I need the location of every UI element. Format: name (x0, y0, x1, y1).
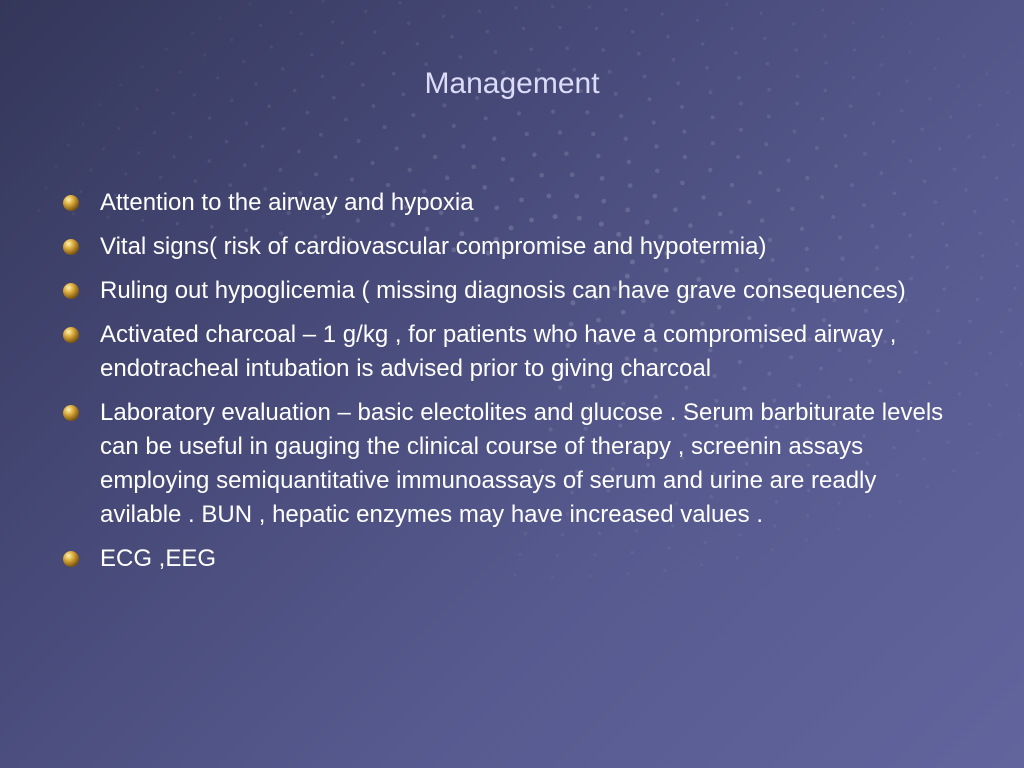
decorative-dot (165, 48, 168, 51)
decorative-dot (137, 151, 140, 154)
decorative-dot (823, 35, 826, 38)
gold-sphere-bullet-icon (62, 404, 80, 422)
decorative-dot (968, 320, 971, 323)
decorative-dot (314, 172, 318, 176)
decorative-dot (843, 134, 847, 138)
decorative-dot (988, 403, 991, 406)
decorative-dot (998, 433, 1001, 436)
decorative-dot (920, 128, 923, 131)
decorative-dot (863, 152, 867, 156)
decorative-dot (881, 35, 884, 38)
decorative-dot (135, 107, 138, 110)
decorative-dot (124, 172, 127, 175)
decorative-dot (364, 10, 367, 13)
decorative-dot (980, 276, 983, 279)
decorative-dot (853, 48, 856, 51)
decorative-dot (471, 165, 476, 170)
decorative-dot (194, 179, 198, 183)
decorative-dot (350, 177, 354, 181)
gold-sphere-bullet-icon (62, 282, 80, 300)
decorative-dot (805, 176, 809, 180)
decorative-dot (395, 146, 399, 150)
bullet-item (60, 542, 960, 576)
decorative-dot (230, 38, 233, 41)
slide-title: Management (424, 67, 600, 100)
decorative-dot (978, 232, 981, 235)
decorative-dot (570, 172, 575, 177)
decorative-dot (849, 104, 853, 108)
decorative-dot (973, 210, 976, 213)
decorative-dot (411, 113, 415, 117)
decorative-dot (517, 111, 521, 115)
bullet-text: Laboratory evaluation – basic electolites and glucose . Serum barbiturate levels can be useful in gauging the clinical course of therapy , screenin assays employing semiquantitative immunoassays of serum and urine are readly avilable . BUN , hepatic enzymes may have increased values . (100, 399, 944, 528)
decorative-dot (408, 168, 412, 172)
decorative-dot (892, 140, 896, 144)
decorative-dot (880, 171, 884, 175)
decorative-dot (696, 19, 699, 22)
bullet-item (60, 274, 960, 308)
decorative-dot (975, 372, 978, 375)
decorative-dot (821, 117, 825, 121)
decorative-dot (558, 130, 562, 134)
decorative-dot (357, 139, 361, 143)
decorative-dot (261, 145, 265, 149)
decorative-dot (331, 20, 334, 23)
decorative-dot (492, 137, 496, 141)
decorative-dot (370, 161, 374, 165)
decorative-dot (416, 42, 420, 46)
decorative-dot (1015, 242, 1018, 245)
decorative-dot (672, 58, 676, 62)
decorative-dot (619, 114, 623, 118)
decorative-dot (736, 155, 740, 159)
decorative-dot (1012, 143, 1015, 146)
decorative-dot (730, 27, 733, 30)
decorative-dot (624, 137, 628, 141)
decorative-dot (344, 117, 348, 121)
decorative-dot (909, 159, 913, 163)
decorative-dot (938, 147, 941, 150)
decorative-dot (734, 51, 738, 55)
decorative-dot (627, 160, 632, 165)
decorative-dot (982, 155, 985, 158)
decorative-dot (297, 150, 301, 154)
decorative-dot (764, 142, 768, 146)
decorative-dot (117, 127, 120, 130)
decorative-dot (682, 129, 686, 133)
decorative-dot (1019, 362, 1022, 365)
decorative-dot (334, 155, 338, 159)
decorative-dot (450, 35, 454, 39)
bullet-item (60, 230, 960, 264)
decorative-dot (306, 111, 310, 115)
decorative-dot (407, 22, 410, 25)
decorative-dot (243, 163, 247, 167)
decorative-dot (595, 27, 599, 31)
decorative-dot (652, 120, 656, 124)
decorative-dot (189, 135, 192, 138)
decorative-dot (242, 60, 245, 63)
decorative-dot (89, 169, 92, 172)
decorative-dot (203, 54, 206, 57)
decorative-dot (725, 3, 728, 6)
decorative-dot (601, 48, 605, 52)
decorative-dot (551, 5, 554, 8)
decorative-dot (1005, 383, 1008, 386)
decorative-dot (433, 155, 437, 159)
decorative-dot (290, 11, 293, 14)
decorative-dot (900, 109, 903, 112)
decorative-dot (1011, 220, 1014, 223)
decorative-dot (795, 48, 798, 51)
decorative-dot (558, 26, 562, 30)
decorative-dot (711, 115, 715, 119)
decorative-dot (510, 177, 515, 182)
decorative-dot (478, 9, 481, 12)
decorative-dot (910, 22, 913, 25)
decorative-dot (486, 30, 490, 34)
decorative-dot (815, 146, 819, 150)
decorative-dot (191, 32, 194, 35)
decorative-dot (1005, 198, 1008, 201)
decorative-dot (565, 47, 569, 51)
decorative-dot (767, 115, 771, 119)
gold-sphere-bullet-icon (62, 550, 80, 568)
decorative-dot (759, 12, 762, 15)
decorative-dot (937, 38, 940, 41)
decorative-dot (445, 176, 450, 181)
decorative-dot (278, 168, 282, 172)
decorative-dot (763, 37, 766, 40)
decorative-dot (585, 110, 589, 114)
decorative-dot (67, 144, 70, 147)
decorative-dot (1018, 414, 1021, 417)
decorative-dot (976, 298, 979, 301)
decorative-dot (248, 2, 251, 5)
decorative-dot (38, 209, 41, 212)
decorative-dot (172, 112, 175, 115)
decorative-dot (525, 132, 529, 136)
decorative-dot (82, 123, 85, 126)
decorative-dot (259, 24, 262, 27)
decorative-dot (655, 169, 660, 174)
decorative-dot (373, 30, 376, 33)
decorative-dot (45, 187, 48, 190)
decorative-dot (995, 176, 998, 179)
decorative-dot (792, 22, 795, 25)
decorative-dot (666, 35, 670, 39)
decorative-dot (872, 122, 876, 126)
decorative-dot (637, 52, 641, 56)
decorative-dot (989, 352, 992, 355)
decorative-dot (821, 8, 824, 11)
bullet-item (60, 186, 960, 220)
decorative-dot (371, 104, 375, 108)
decorative-dot (383, 125, 387, 129)
decorative-dot (962, 55, 965, 58)
decorative-dot (442, 15, 445, 18)
decorative-dot (461, 144, 465, 148)
decorative-dot (514, 6, 517, 9)
bullet-item (60, 396, 960, 532)
decorative-dot (792, 130, 796, 134)
decorative-dot (458, 55, 462, 59)
decorative-dot (564, 151, 569, 156)
decorative-dot (976, 452, 979, 455)
decorative-dot (532, 152, 537, 157)
decorative-dot (219, 16, 222, 19)
bullet-text: Attention to the airway and hypoxia (100, 189, 474, 216)
decorative-dot (624, 8, 627, 11)
decorative-dot (422, 134, 426, 138)
decorative-dot (967, 135, 970, 138)
decorative-dot (964, 188, 967, 191)
decorative-dot (852, 21, 855, 24)
decorative-dot (1000, 330, 1003, 333)
bullet-text: Activated charcoal – 1 g/kg , for patients who have a compromised airway , endotracheal intubation is advised prior to giving charcoal (100, 321, 897, 382)
decorative-dot (382, 51, 386, 55)
bullet-text: Vital signs( risk of cardiovascular compromise and hypotermia) (100, 233, 767, 260)
decorative-dot (153, 131, 156, 134)
decorative-dot (322, 0, 325, 2)
decorative-dot (1016, 264, 1019, 267)
decorative-dot (501, 157, 506, 162)
gold-sphere-bullet-icon (62, 194, 80, 212)
decorative-dot (522, 27, 526, 31)
decorative-dot (711, 141, 715, 145)
decorative-dot (923, 179, 927, 183)
decorative-dot (245, 122, 249, 126)
decorative-dot (953, 167, 956, 170)
bullet-list (60, 186, 960, 586)
decorative-dot (758, 171, 762, 175)
decorative-dot (341, 41, 344, 44)
decorative-dot (701, 42, 705, 46)
decorative-dot (881, 8, 884, 11)
decorative-dot (55, 165, 58, 168)
decorative-dot (452, 124, 456, 128)
decorative-dot (159, 176, 162, 179)
decorative-dot (600, 176, 605, 181)
decorative-dot (834, 164, 838, 168)
gold-sphere-bullet-icon (62, 238, 80, 256)
decorative-dot (949, 116, 952, 119)
decorative-dot (596, 154, 601, 159)
decorative-dot (591, 132, 595, 136)
decorative-dot (300, 32, 303, 35)
decorative-dot (268, 104, 272, 108)
decorative-dot (1008, 309, 1011, 312)
decorative-dot (282, 127, 286, 131)
decorative-dot (529, 47, 533, 51)
decorative-dot (968, 422, 971, 425)
decorative-dot (588, 5, 591, 8)
decorative-dot (208, 116, 211, 119)
decorative-dot (981, 254, 984, 257)
decorative-dot (683, 155, 687, 159)
decorative-dot (654, 144, 658, 148)
gold-sphere-bullet-icon (62, 326, 80, 344)
decorative-dot (398, 1, 401, 4)
decorative-dot (680, 181, 685, 186)
decorative-dot (172, 155, 175, 158)
bullet-text: Ruling out hypoglicemia ( missing diagnosis can have grave consequences) (100, 277, 906, 304)
decorative-dot (908, 51, 911, 54)
decorative-dot (208, 159, 212, 163)
decorative-dot (319, 133, 323, 137)
decorative-dot (1013, 287, 1016, 290)
decorative-dot (551, 109, 555, 113)
decorative-dot (102, 147, 105, 150)
decorative-dot (270, 45, 273, 48)
bullet-text: ECG ,EEG (100, 545, 217, 572)
decorative-dot (310, 53, 313, 56)
decorative-dot (786, 158, 790, 162)
decorative-dot (539, 173, 544, 178)
decorative-dot (680, 105, 684, 109)
decorative-dot (739, 128, 743, 132)
decorative-dot (996, 123, 999, 126)
decorative-dot (708, 168, 712, 172)
bullet-item (60, 318, 960, 386)
decorative-dot (494, 50, 498, 54)
decorative-dot (631, 30, 635, 34)
decorative-dot (660, 12, 663, 15)
decorative-dot (484, 116, 488, 120)
decorative-dot (225, 140, 229, 144)
